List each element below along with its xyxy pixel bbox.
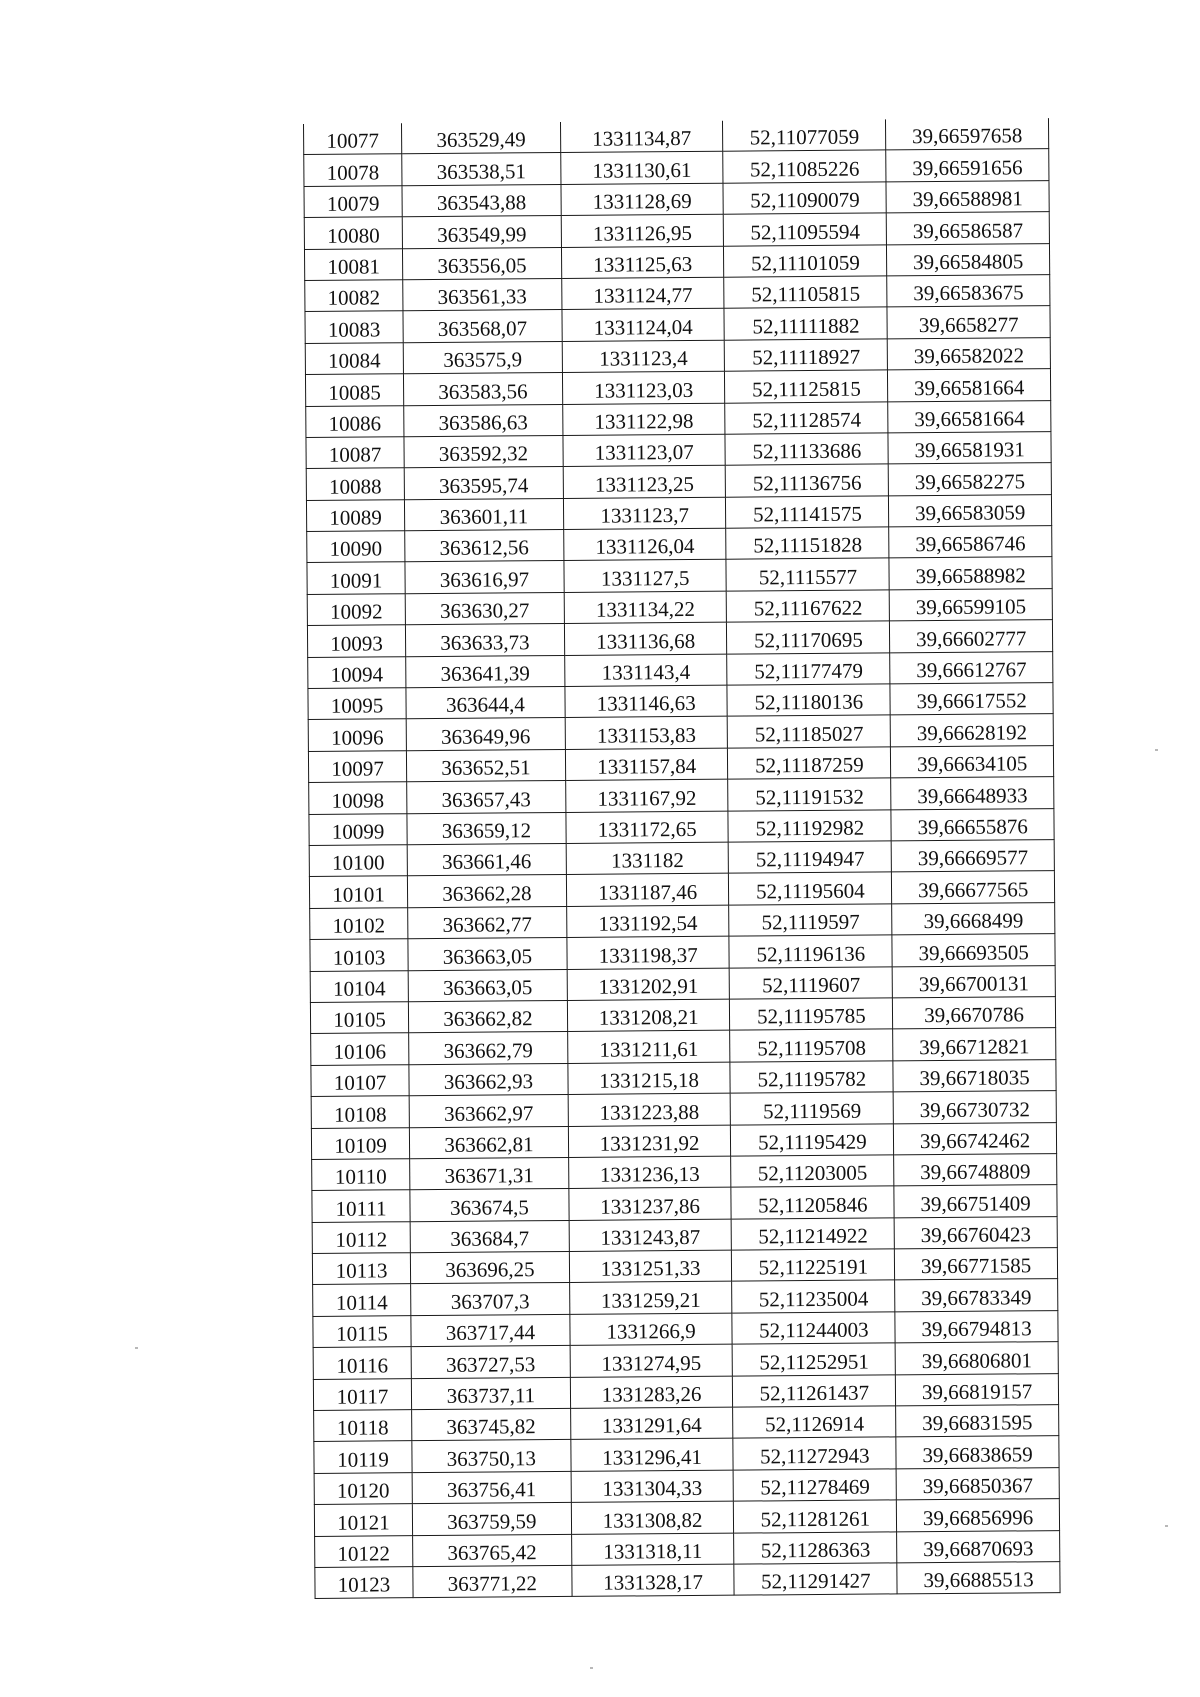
x-coordinate-cell: 363717,44 <box>411 1314 570 1347</box>
longitude-cell: 39,6670786 <box>893 997 1056 1030</box>
longitude-cell: 39,66655876 <box>891 808 1054 841</box>
y-coordinate-cell: 1331123,25 <box>563 465 726 498</box>
longitude-cell: 39,66806801 <box>895 1342 1058 1375</box>
latitude-cell: 52,11133686 <box>725 433 888 466</box>
latitude-cell: 52,11111882 <box>724 307 887 340</box>
latitude-cell: 52,11101059 <box>724 244 887 277</box>
longitude-cell: 39,66669577 <box>891 840 1054 873</box>
y-coordinate-cell: 1331215,18 <box>568 1062 731 1095</box>
table-row <box>307 557 1052 594</box>
point-number-cell: 10102 <box>310 907 408 939</box>
longitude-cell: 39,66583675 <box>887 275 1050 308</box>
longitude-cell: 39,66581664 <box>888 400 1051 433</box>
point-number-cell: 10078 <box>304 154 402 186</box>
latitude-cell: 52,11196136 <box>729 935 892 968</box>
y-coordinate-cell: 1331237,86 <box>569 1187 732 1220</box>
latitude-cell: 52,11192982 <box>728 809 891 842</box>
point-number-cell: 10118 <box>314 1410 412 1442</box>
table-row <box>306 400 1051 437</box>
table-row <box>309 777 1054 814</box>
longitude-cell: 39,66712821 <box>893 1028 1056 1061</box>
y-coordinate-cell: 1331304,33 <box>571 1470 734 1503</box>
longitude-cell: 39,66581664 <box>888 369 1051 402</box>
table-row <box>312 1216 1057 1253</box>
point-number-cell: 10120 <box>314 1472 412 1504</box>
x-coordinate-cell: 363663,05 <box>408 938 567 971</box>
point-number-cell: 10094 <box>308 656 406 688</box>
point-number-cell: 10079 <box>304 186 402 218</box>
table-row <box>309 808 1054 845</box>
longitude-cell: 39,66856996 <box>897 1499 1060 1532</box>
x-coordinate-cell: 363662,97 <box>409 1095 568 1128</box>
x-coordinate-cell: 363616,97 <box>405 561 564 594</box>
table-row <box>313 1310 1058 1347</box>
latitude-cell: 52,11195785 <box>730 998 893 1031</box>
y-coordinate-cell: 1331198,37 <box>567 936 730 969</box>
x-coordinate-cell: 363538,51 <box>402 153 561 186</box>
y-coordinate-cell: 1331182 <box>566 842 729 875</box>
latitude-cell: 52,1115577 <box>726 558 889 591</box>
y-coordinate-cell: 1331123,07 <box>563 434 726 467</box>
point-number-cell: 10119 <box>314 1441 412 1473</box>
point-number-cell: 10087 <box>306 437 404 469</box>
table-row <box>314 1436 1059 1473</box>
table-row <box>304 212 1049 249</box>
point-number-cell: 10086 <box>306 405 404 437</box>
scan-speck <box>135 1347 138 1349</box>
point-number-cell: 10116 <box>313 1347 411 1379</box>
table-row <box>305 306 1050 343</box>
scan-speck <box>590 1667 593 1669</box>
longitude-cell: 39,66583059 <box>889 494 1052 527</box>
x-coordinate-cell: 363601,11 <box>404 498 563 531</box>
table-row <box>314 1467 1059 1504</box>
y-coordinate-cell: 1331126,04 <box>563 528 726 561</box>
x-coordinate-cell: 363549,99 <box>402 216 561 249</box>
longitude-cell: 39,66783349 <box>895 1279 1058 1312</box>
table-row <box>304 149 1049 186</box>
latitude-cell: 52,11195782 <box>730 1061 893 1094</box>
y-coordinate-cell: 1331127,5 <box>564 560 727 593</box>
y-coordinate-cell: 1331187,46 <box>566 874 729 907</box>
x-coordinate-cell: 363575,9 <box>403 341 562 374</box>
longitude-cell: 39,66850367 <box>896 1467 1059 1500</box>
longitude-cell: 39,66588982 <box>889 557 1052 590</box>
table-row <box>307 526 1052 563</box>
x-coordinate-cell: 363696,25 <box>410 1252 569 1285</box>
longitude-cell: 39,66581931 <box>888 432 1051 465</box>
point-number-cell: 10117 <box>313 1378 411 1410</box>
point-number-cell: 10111 <box>312 1190 410 1222</box>
latitude-cell: 52,11085226 <box>723 150 886 183</box>
table-row <box>305 369 1050 406</box>
scan-speck <box>1155 749 1158 751</box>
point-number-cell: 10091 <box>307 562 405 594</box>
x-coordinate-cell: 363529,49 <box>402 122 561 154</box>
latitude-cell: 52,11167622 <box>727 590 890 623</box>
x-coordinate-cell: 363592,32 <box>404 435 563 468</box>
x-coordinate-cell: 363612,56 <box>405 530 564 563</box>
table-row <box>308 683 1053 720</box>
latitude-cell: 52,11203005 <box>731 1155 894 1188</box>
point-number-cell: 10104 <box>310 970 408 1002</box>
point-number-cell: 10080 <box>304 217 402 249</box>
longitude-cell: 39,66794813 <box>895 1310 1058 1343</box>
latitude-cell: 52,11195429 <box>731 1123 894 1156</box>
longitude-cell: 39,66584805 <box>887 243 1050 276</box>
point-number-cell: 10113 <box>312 1253 410 1285</box>
x-coordinate-cell: 363659,12 <box>407 812 566 845</box>
y-coordinate-cell: 1331243,87 <box>569 1219 732 1252</box>
table-row <box>305 337 1050 374</box>
table-row <box>308 714 1053 751</box>
x-coordinate-cell: 363662,93 <box>409 1063 568 1096</box>
y-coordinate-cell: 1331125,63 <box>561 246 724 279</box>
table-row <box>310 965 1055 1002</box>
longitude-cell: 39,66831595 <box>896 1405 1059 1438</box>
point-number-cell: 10110 <box>312 1159 410 1191</box>
y-coordinate-cell: 1331202,91 <box>567 968 730 1001</box>
longitude-cell: 39,66591656 <box>886 149 1049 182</box>
longitude-cell: 39,66648933 <box>891 777 1054 810</box>
point-number-cell: 10085 <box>305 374 403 406</box>
table-row <box>315 1562 1060 1599</box>
latitude-cell: 52,11090079 <box>723 182 886 215</box>
y-coordinate-cell: 1331146,63 <box>565 685 728 718</box>
y-coordinate-cell: 1331124,77 <box>561 277 724 310</box>
latitude-cell: 52,11151828 <box>726 527 889 560</box>
x-coordinate-cell: 363663,05 <box>408 969 567 1002</box>
y-coordinate-cell: 1331231,92 <box>568 1125 731 1158</box>
longitude-cell: 39,66612767 <box>890 651 1053 684</box>
table-row <box>304 180 1049 217</box>
longitude-cell: 39,66677565 <box>892 871 1055 904</box>
x-coordinate-cell: 363586,63 <box>404 404 563 437</box>
point-number-cell: 10084 <box>305 342 403 374</box>
table-row <box>307 620 1052 657</box>
y-coordinate-cell: 1331291,64 <box>570 1407 733 1440</box>
x-coordinate-cell: 363707,3 <box>411 1283 570 1316</box>
table-row <box>310 934 1055 971</box>
table-row <box>308 651 1053 688</box>
y-coordinate-cell: 1331122,98 <box>562 403 725 436</box>
latitude-cell: 52,11095594 <box>724 213 887 246</box>
x-coordinate-cell: 363662,81 <box>409 1126 568 1159</box>
table-row <box>304 243 1049 280</box>
longitude-cell: 39,66588981 <box>886 180 1049 213</box>
point-number-cell: 10098 <box>309 782 407 814</box>
x-coordinate-cell: 363657,43 <box>407 781 566 814</box>
latitude-cell: 52,11195708 <box>730 1029 893 1062</box>
y-coordinate-cell: 1331251,33 <box>569 1250 732 1283</box>
latitude-cell: 52,11185027 <box>728 715 891 748</box>
point-number-cell: 10103 <box>310 939 408 971</box>
latitude-cell: 52,1119607 <box>730 966 893 999</box>
point-number-cell: 10112 <box>312 1221 410 1253</box>
point-number-cell: 10100 <box>309 845 407 877</box>
point-number-cell: 10123 <box>315 1567 413 1599</box>
point-number-cell: 10077 <box>303 123 401 155</box>
longitude-cell: 39,66582275 <box>888 463 1051 496</box>
latitude-cell: 52,11105815 <box>724 276 887 309</box>
longitude-cell: 39,66870693 <box>897 1530 1060 1563</box>
y-coordinate-cell: 1331153,83 <box>565 717 728 750</box>
x-coordinate-cell: 363750,13 <box>412 1440 571 1473</box>
y-coordinate-cell: 1331134,22 <box>564 591 727 624</box>
latitude-cell: 52,11278469 <box>734 1469 897 1502</box>
latitude-cell: 52,11128574 <box>725 401 888 434</box>
point-number-cell: 10106 <box>311 1033 409 1065</box>
latitude-cell: 52,11136756 <box>726 464 889 497</box>
x-coordinate-cell: 363661,46 <box>407 843 566 876</box>
table-row <box>313 1373 1058 1410</box>
longitude-cell: 39,66693505 <box>892 934 1055 967</box>
x-coordinate-cell: 363684,7 <box>410 1220 569 1253</box>
longitude-cell: 39,66599105 <box>889 588 1052 621</box>
x-coordinate-cell: 363662,77 <box>408 906 567 939</box>
table-row <box>303 118 1048 155</box>
point-number-cell: 10115 <box>313 1316 411 1348</box>
latitude-cell: 52,1126914 <box>733 1406 896 1439</box>
table-row <box>307 588 1052 625</box>
x-coordinate-cell: 363765,42 <box>413 1534 572 1567</box>
longitude-cell: 39,66885513 <box>897 1562 1060 1595</box>
y-coordinate-cell: 1331296,41 <box>571 1439 734 1472</box>
y-coordinate-cell: 1331130,61 <box>560 152 723 185</box>
longitude-cell: 39,66771585 <box>895 1248 1058 1281</box>
longitude-cell: 39,66602777 <box>890 620 1053 653</box>
longitude-cell: 39,66597658 <box>886 118 1049 150</box>
y-coordinate-cell: 1331136,68 <box>564 622 727 655</box>
point-number-cell: 10093 <box>307 625 405 657</box>
point-number-cell: 10089 <box>306 499 404 531</box>
y-coordinate-cell: 1331172,65 <box>566 811 729 844</box>
table-row <box>306 463 1051 500</box>
x-coordinate-cell: 363583,56 <box>404 373 563 406</box>
point-number-cell: 10082 <box>305 280 403 312</box>
y-coordinate-cell: 1331328,17 <box>572 1564 735 1597</box>
x-coordinate-cell: 363644,4 <box>406 686 565 719</box>
scan-speck <box>1165 1525 1168 1527</box>
table-row <box>305 275 1050 312</box>
point-number-cell: 10109 <box>311 1127 409 1159</box>
table-row <box>309 871 1054 908</box>
y-coordinate-cell: 1331208,21 <box>567 999 730 1032</box>
x-coordinate-cell: 363737,11 <box>411 1377 570 1410</box>
longitude-cell: 39,66628192 <box>890 714 1053 747</box>
point-number-cell: 10081 <box>304 248 402 280</box>
y-coordinate-cell: 1331134,87 <box>560 121 723 153</box>
y-coordinate-cell: 1331126,95 <box>561 214 724 247</box>
longitude-cell: 39,6668499 <box>892 902 1055 935</box>
point-number-cell: 10083 <box>305 311 403 343</box>
table-row <box>313 1342 1058 1379</box>
latitude-cell: 52,11170695 <box>727 621 890 654</box>
latitude-cell: 52,11286363 <box>734 1531 897 1564</box>
latitude-cell: 52,11244003 <box>732 1312 895 1345</box>
longitude-cell: 39,66751409 <box>894 1185 1057 1218</box>
longitude-cell: 39,66819157 <box>896 1373 1059 1406</box>
latitude-cell: 52,11225191 <box>732 1249 895 1282</box>
x-coordinate-cell: 363771,22 <box>413 1565 572 1598</box>
table-row <box>312 1185 1057 1222</box>
point-number-cell: 10096 <box>308 719 406 751</box>
table-row <box>309 840 1054 877</box>
latitude-cell: 52,11214922 <box>732 1218 895 1251</box>
y-coordinate-cell: 1331123,4 <box>562 340 725 373</box>
coordinates-table-body <box>303 118 1060 1599</box>
latitude-cell: 52,11187259 <box>728 747 891 780</box>
y-coordinate-cell: 1331124,04 <box>562 309 725 342</box>
point-number-cell: 10092 <box>307 594 405 626</box>
y-coordinate-cell: 1331266,9 <box>570 1313 733 1346</box>
table-row <box>312 1248 1057 1285</box>
x-coordinate-cell: 363556,05 <box>403 247 562 280</box>
longitude-cell: 39,6658277 <box>887 306 1050 339</box>
point-number-cell: 10121 <box>314 1504 412 1536</box>
x-coordinate-cell: 363649,96 <box>406 718 565 751</box>
latitude-cell: 52,11180136 <box>727 684 890 717</box>
table-row <box>314 1499 1059 1536</box>
y-coordinate-cell: 1331259,21 <box>569 1282 732 1315</box>
x-coordinate-cell: 363662,82 <box>408 1000 567 1033</box>
latitude-cell: 52,11281261 <box>734 1500 897 1533</box>
point-number-cell: 10101 <box>309 876 407 908</box>
x-coordinate-cell: 363671,31 <box>410 1157 569 1190</box>
x-coordinate-cell: 363759,59 <box>412 1503 571 1536</box>
x-coordinate-cell: 363641,39 <box>406 655 565 688</box>
longitude-cell: 39,66760423 <box>894 1216 1057 1249</box>
table-row <box>306 432 1051 469</box>
longitude-cell: 39,66586587 <box>886 212 1049 245</box>
x-coordinate-cell: 363662,28 <box>407 875 566 908</box>
table-row <box>311 1091 1056 1128</box>
y-coordinate-cell: 1331167,92 <box>565 779 728 812</box>
y-coordinate-cell: 1331236,13 <box>568 1156 731 1189</box>
table-row <box>311 1059 1056 1096</box>
longitude-cell: 39,66742462 <box>894 1122 1057 1155</box>
table-row <box>311 1028 1056 1065</box>
point-number-cell: 10105 <box>310 1002 408 1034</box>
latitude-cell: 52,11125815 <box>725 370 888 403</box>
longitude-cell: 39,66582022 <box>887 337 1050 370</box>
longitude-cell: 39,66730732 <box>893 1091 1056 1124</box>
y-coordinate-cell: 1331123,03 <box>562 371 725 404</box>
point-number-cell: 10107 <box>311 1064 409 1096</box>
latitude-cell: 52,11252951 <box>733 1343 896 1376</box>
point-number-cell: 10095 <box>308 688 406 720</box>
latitude-cell: 52,11205846 <box>731 1186 894 1219</box>
x-coordinate-cell: 363633,73 <box>405 624 564 657</box>
longitude-cell: 39,66617552 <box>890 683 1053 716</box>
longitude-cell: 39,66838659 <box>896 1436 1059 1469</box>
y-coordinate-cell: 1331283,26 <box>570 1376 733 1409</box>
x-coordinate-cell: 363674,5 <box>410 1189 569 1222</box>
table-row <box>310 902 1055 939</box>
latitude-cell: 52,11261437 <box>733 1375 896 1408</box>
point-number-cell: 10099 <box>309 813 407 845</box>
latitude-cell: 52,11177479 <box>727 653 890 686</box>
point-number-cell: 10108 <box>311 1096 409 1128</box>
y-coordinate-cell: 1331128,69 <box>561 183 724 216</box>
latitude-cell: 52,11272943 <box>733 1437 896 1470</box>
y-coordinate-cell: 1331192,54 <box>566 905 729 938</box>
point-number-cell: 10114 <box>313 1284 411 1316</box>
x-coordinate-cell: 363652,51 <box>406 749 565 782</box>
y-coordinate-cell: 1331274,95 <box>570 1344 733 1377</box>
point-number-cell: 10088 <box>306 468 404 500</box>
point-number-cell: 10090 <box>307 531 405 563</box>
coordinates-table <box>303 118 1061 1599</box>
longitude-cell: 39,66718035 <box>893 1059 1056 1092</box>
longitude-cell: 39,66586746 <box>889 526 1052 559</box>
latitude-cell: 52,11141575 <box>726 496 889 529</box>
latitude-cell: 52,11118927 <box>725 339 888 372</box>
table-row <box>311 1122 1056 1159</box>
longitude-cell: 39,66748809 <box>894 1154 1057 1187</box>
latitude-cell: 52,11194947 <box>729 841 892 874</box>
x-coordinate-cell: 363561,33 <box>403 278 562 311</box>
y-coordinate-cell: 1331318,11 <box>571 1533 734 1566</box>
x-coordinate-cell: 363727,53 <box>411 1346 570 1379</box>
longitude-cell: 39,66634105 <box>891 745 1054 778</box>
latitude-cell: 52,11077059 <box>723 119 886 151</box>
x-coordinate-cell: 363543,88 <box>402 184 561 217</box>
x-coordinate-cell: 363756,41 <box>412 1471 571 1504</box>
y-coordinate-cell: 1331308,82 <box>571 1501 734 1534</box>
x-coordinate-cell: 363595,74 <box>404 467 563 500</box>
y-coordinate-cell: 1331143,4 <box>564 654 727 687</box>
latitude-cell: 52,1119597 <box>729 904 892 937</box>
table-row <box>314 1405 1059 1442</box>
latitude-cell: 52,11195604 <box>729 872 892 905</box>
latitude-cell: 52,11235004 <box>732 1280 895 1313</box>
longitude-cell: 39,66700131 <box>892 965 1055 998</box>
table-row <box>306 494 1051 531</box>
y-coordinate-cell: 1331157,84 <box>565 748 728 781</box>
point-number-cell: 10097 <box>308 751 406 783</box>
x-coordinate-cell: 363745,82 <box>412 1408 571 1441</box>
table-row <box>308 745 1053 782</box>
x-coordinate-cell: 363568,07 <box>403 310 562 343</box>
table-row <box>312 1154 1057 1191</box>
y-coordinate-cell: 1331223,88 <box>568 1093 731 1126</box>
y-coordinate-cell: 1331211,61 <box>567 1031 730 1064</box>
table-row <box>310 997 1055 1034</box>
latitude-cell: 52,11191532 <box>728 778 891 811</box>
latitude-cell: 52,11291427 <box>734 1563 897 1596</box>
latitude-cell: 52,1119569 <box>731 1092 894 1125</box>
x-coordinate-cell: 363630,27 <box>405 592 564 625</box>
table-row <box>313 1279 1058 1316</box>
y-coordinate-cell: 1331123,7 <box>563 497 726 530</box>
x-coordinate-cell: 363662,79 <box>409 1032 568 1065</box>
point-number-cell: 10122 <box>315 1535 413 1567</box>
table-row <box>315 1530 1060 1567</box>
